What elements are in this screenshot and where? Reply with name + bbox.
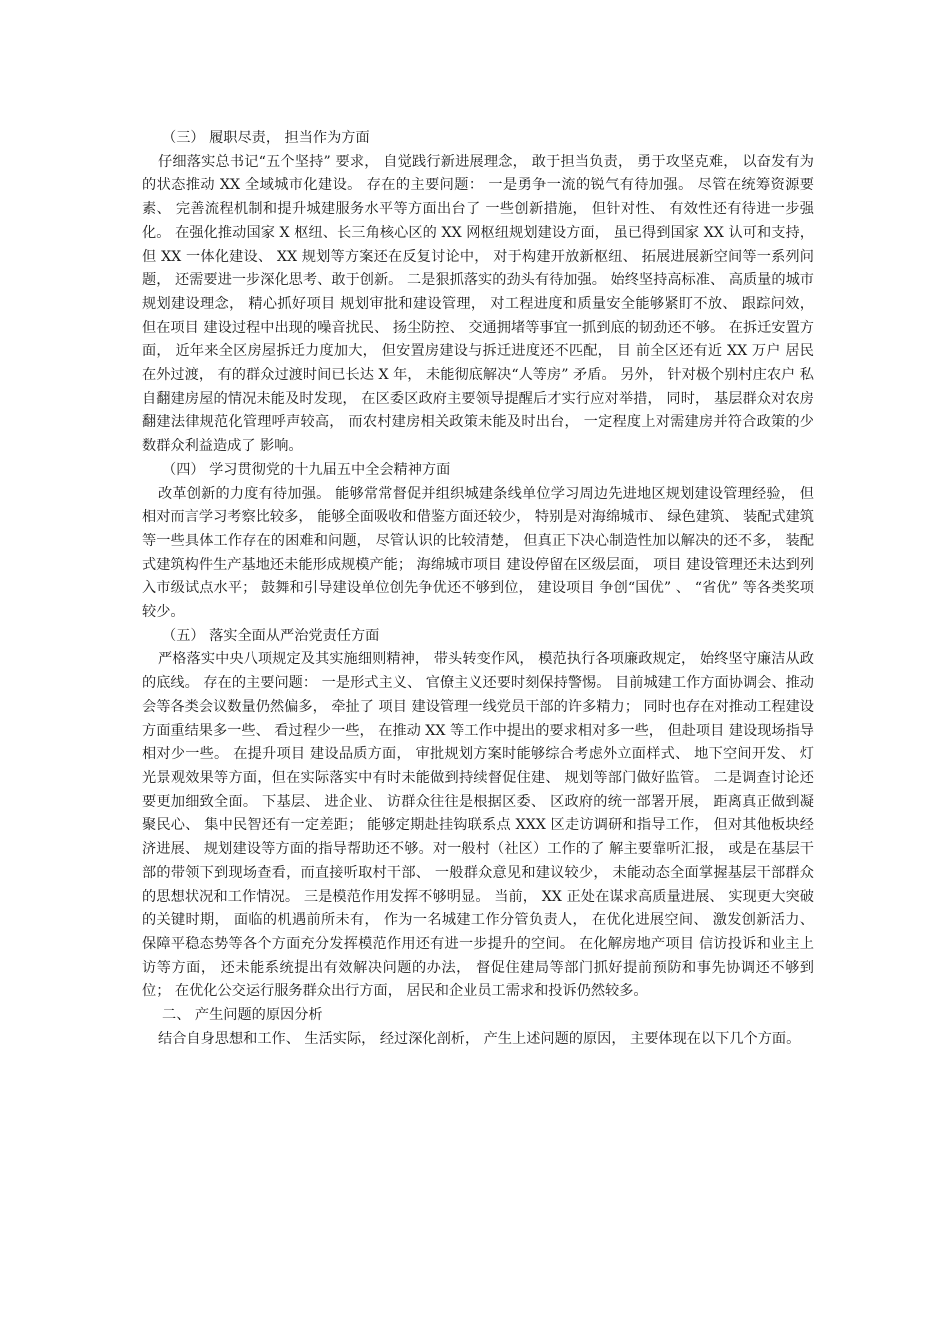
section-heading-causes: 二、 产生问题的原因分析 (162, 1007, 323, 1024)
section-paragraph-4: 改革创新的力度有待加强。 能够常常督促并组织城建条线单位学习周边先进地区规划建设管理经验， 但相对而言学习考察比较多， 能够全面吸收和借鉴方面还较少， 特别是对海绵城市、 绿色建筑、 装配式建筑等一些具体工作存在的困难和问题， 尽管认识的比较清楚， 但真正下决心制造性加以解决的还不多， 装配式建筑构件生产基地还未能形成规模产能； 海绵城市项目 建设停留在区级层面， 项目 建设管理还未达到列入市级试点水平； 鼓舞和引导建设单位创先争优还不够到位， 建设项目 争创“国优” 、 “省优” 等各类奖项较少。 (142, 485, 814, 621)
document-body (142, 127, 814, 1051)
section-heading-3: （三） 履职尽责， 担当作为方面 (162, 130, 370, 146)
section-heading-4: （四） 学习贯彻党的十九届五中全会精神方面 (162, 461, 451, 478)
section-heading-5: （五） 落实全面从严治党责任方面 (162, 627, 380, 644)
section-paragraph-3: 仔细落实总书记“五个坚持” 要求， 自觉践行新进展理念， 敢于担当负责， 勇于攻坚克难， 以奋发有为的状态推动 XX 全域城市化建设。 存在的主要问题： 一是勇争一流的锐气有待加强。 尽管在统筹资源要素、 完善流程机制和提升城建服务水平等方面出台了 一些创新措施， 但针对性、 有效性还有待进一步强化。 在强化推动国家 X 枢纽、长三角核心区的 XX 网枢纽规划建设方面， 虽已得到国家 XX 认可和支持， 但 XX 一体化建设、 XX 规划等方案还在反复讨论中， 对于构建开放新枢纽、 拓展进展新空间等一系列问题， 还需要进一步深化思考、敢于创新。 二是狠抓落实的劲头有待加强。 始终坚持高标准、 高质量的城市规划建设理念， 精心抓好项目 规划审批和建设管理， 对工程进度和质量安全能够紧盯不放、 跟踪问效， 但在项目 建设过程中出现的噪音扰民、 扬尘防控、 交通拥堵等事宜一抓到底的韧劲还不够。 在拆迁安置方面， 近年来全区房屋拆迁力度加大， 但安置房建设与拆迁进度还不匹配， 目 前全区还有近 XX 万户 居民在外过渡， 有的群众过渡时间已长达 X 年， 未能彻底解决“人等房” 矛盾。 另外， 针对极个别村庄农户 私自翻建房屋的情况未能及时发现， 在区委区政府主要领导提醒后才实行应对举措， 同时， 基层群众对农房翻建法律规范化管理呼声较高， 而农村建房相关政策未能及时出台， 一定程度上对需建房并符合政策的少数群众利益造成了 影响。 (142, 153, 814, 455)
section-paragraph-causes: 结合自身思想和工作、 生活实际， 经过深化剖析， 产生上述问题的原因， 主要体现在以下几个方面。 (158, 1030, 801, 1047)
section-paragraph-5: 严格落实中央八项规定及其实施细则精神， 带头转变作风， 模范执行各项廉政规定， 始终坚守廉洁从政的底线。 存在的主要问题： 一是形式主义、 官僚主义还要时刻保持警惕。 目前城建工作方面协调会、推动会等各类会议数量仍然偏多， 牵扯了 项目 建设管理一线党员干部的许多精力； 同时也存在对推动工程建设方面重结果多一些、 看过程少一些， 在推动 XX 等工作中提出的要求相对多一些， 但赴项目 建设现场指导相对少一些。 在提升项目 建设品质方面， 审批规划方案时能够综合考虑外立面样式、 地下空间开发、 灯光景观效果等方面，但在实际落实中有时未能做到持续督促住建、 规划等部门做好监管。 二是调查讨论还要更加细致全面。 下基层、 进企业、 访群众往往是根据区委、 区政府的统一部署开展， 距离真正做到凝聚民心、 集中民智还有一定差距； 能够定期赴挂钩联系点 XXX 区走访调研和指导工作， 但对其他板块经济进展、 规划建设等方面的指导帮助还不够。对一般村（社区）工作的了 解主要靠听汇报， 或是在基层干部的带领下到现场查看，而直接听取村干部、 一般群众意见和建议较少， 未能动态全面掌握基层干部群众的思想状况和工作情况。 三是模范作用发挥不够明显。 当前， XX 正处在谋求高质量进展、 实现更大突破的关键时期， 面临的机遇前所未有， 作为一名城建工作分管负责人， 在优化进展空间、 激发创新活力、 保障平稳态势等各个方面充分发挥模范作用还有进一步提升的空间。 在化解房地产项目 信访投诉和业主上访等方面， 还未能系统提出有效解决问题的办法， 督促住建局等部门抓好提前预防和事先协调还不够到位； 在优化公交运行服务群众出行方面， 居民和企业员工需求和投诉仍然较多。 (142, 651, 814, 1000)
